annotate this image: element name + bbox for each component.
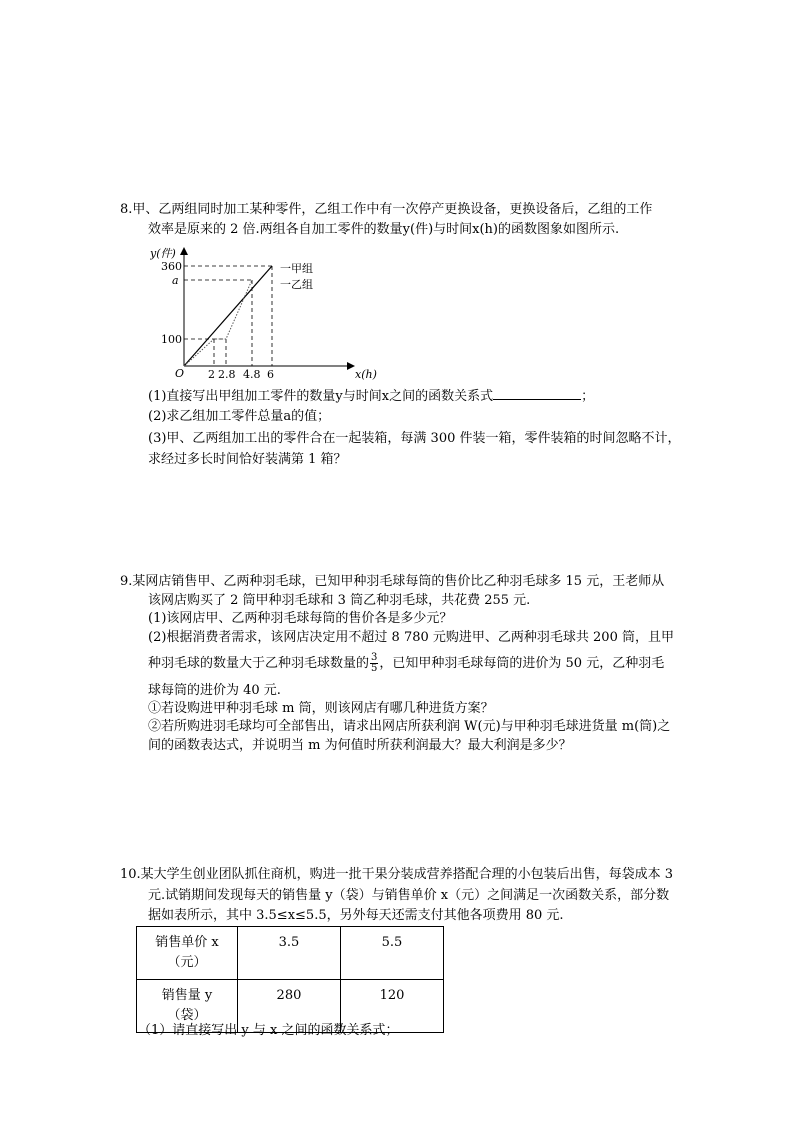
y-axis-label: y(件) bbox=[150, 247, 176, 260]
answer-blank bbox=[493, 387, 581, 400]
series-jia-line bbox=[184, 266, 272, 366]
x-tick-6: 6 bbox=[267, 368, 274, 381]
q8-sub3-line2: 求经过多长时间恰好装满第 1 箱？ bbox=[148, 452, 347, 467]
x-axis-label: x(h) bbox=[355, 368, 377, 381]
q8-function-graph bbox=[150, 242, 420, 382]
origin-label: O bbox=[175, 367, 185, 380]
q9-sub2-line1: (2)根据消费者需求，该网店决定用不超过 8 780 元购进甲、乙两种羽毛球共 200 筒，且甲 bbox=[148, 630, 674, 645]
x-tick-2: 2 bbox=[208, 368, 215, 381]
q10-sub1: （1）请直接写出 y 与 x 之间的函数关系式； bbox=[138, 1023, 399, 1038]
y-tick-100: 100 bbox=[161, 333, 182, 346]
q10-stem-line3: 据如表所示，其中 3.5≤x≤5.5，另外每天还需支付其他各项费用 80 元. bbox=[148, 908, 564, 923]
q9-sub2-line2 bbox=[148, 652, 664, 676]
q9-sub2-b-line1: ②若所购进羽毛球均可全部售出，请求出网店所获利润 W(元)与甲种羽毛球进货量 m(筒)之 bbox=[148, 719, 671, 734]
q8-sub1-text: (1)直接写出甲组加工零件的数量y与时间x之间的函数关系式 bbox=[148, 389, 494, 404]
table-header-quantity-b: （袋） bbox=[167, 1008, 207, 1023]
table-header-price-b: （元） bbox=[167, 955, 207, 970]
table-cell: 5.5 bbox=[340, 927, 443, 980]
q9-sub1: (1)该网店甲、乙两种羽毛球每筒的售价各是多少元？ bbox=[148, 611, 453, 626]
series-yi-line bbox=[184, 280, 252, 366]
x-tick-4.8: 4.8 bbox=[243, 368, 261, 381]
q8-sub2: (2)求乙组加工零件总量a的值； bbox=[148, 409, 331, 424]
fraction-numerator: 3 bbox=[371, 652, 378, 663]
table-cell: 120 bbox=[340, 980, 443, 1033]
table-cell: 3.5 bbox=[237, 927, 340, 980]
q9-sub2-line2-post: ，已知甲种羽毛球每筒的进价为 50 元，乙种羽毛 bbox=[379, 656, 665, 671]
legend-yi: 一乙组 bbox=[280, 278, 313, 291]
sales-data-table bbox=[136, 926, 444, 1033]
table-header-price bbox=[137, 927, 238, 980]
fraction-denominator: 5 bbox=[371, 663, 378, 674]
legend-jia: 一甲组 bbox=[280, 262, 313, 275]
q9-sub2-line2-pre: 种羽毛球的数量大于乙种羽毛球数量的 bbox=[148, 656, 370, 671]
q9-sub2-line3: 球每筒的进价为 40 元. bbox=[148, 683, 281, 698]
y-tick-a: a bbox=[172, 274, 179, 287]
q9-sub2-a: ①若设购进甲种羽毛球 m 筒，则该网店有哪几种进货方案？ bbox=[148, 701, 494, 716]
q9-stem-line1: 9.某网店销售甲、乙两种羽毛球，已知甲种羽毛球每筒的售价比乙种羽毛球多 15 元，王老师从 bbox=[120, 574, 665, 589]
y-tick-360: 360 bbox=[161, 260, 182, 273]
table-header-price-a: 销售单价 x bbox=[155, 935, 219, 950]
q9-sub2-b-line2: 间的函数表达式，并说明当 m 为何值时所获利润最大？最大利润是多少？ bbox=[148, 738, 572, 753]
q10-stem-line1: 10.某大学生创业团队抓住商机，购进一批干果分装成营养搭配合理的小包装后出售，每袋成本 3 bbox=[120, 867, 674, 882]
q8-sub1-end: ； bbox=[581, 389, 595, 404]
table-row bbox=[137, 927, 444, 980]
x-tick-2.8: 2.8 bbox=[218, 368, 236, 381]
q8-stem-line1: 8.甲、乙两组同时加工某种零件，乙组工作中有一次停产更换设备，更换设备后，乙组的工作 bbox=[120, 202, 653, 217]
q9-stem-line2: 该网店购买了 2 筒甲种羽毛球和 3 筒乙种羽毛球，共花费 255 元. bbox=[148, 593, 531, 608]
table-header-quantity-a: 销售量 y bbox=[161, 988, 213, 1003]
q10-stem-line2: 元.试销期间发现每天的销售量 y（袋）与销售单价 x（元）之间满足一次函数关系，部分数 bbox=[148, 888, 670, 903]
table-cell: 280 bbox=[237, 980, 340, 1033]
q8-stem-line2: 效率是原来的 2 倍.两组各自加工零件的数量y(件)与时间x(h)的函数图象如图所示. bbox=[148, 222, 620, 237]
fraction-three-fifths bbox=[370, 653, 378, 674]
q8-sub3-line1: (3)甲、乙两组加工出的零件合在一起装箱，每满 300 件装一箱，零件装箱的时间忽略不计， bbox=[148, 431, 681, 446]
q8-sub1 bbox=[148, 387, 594, 406]
